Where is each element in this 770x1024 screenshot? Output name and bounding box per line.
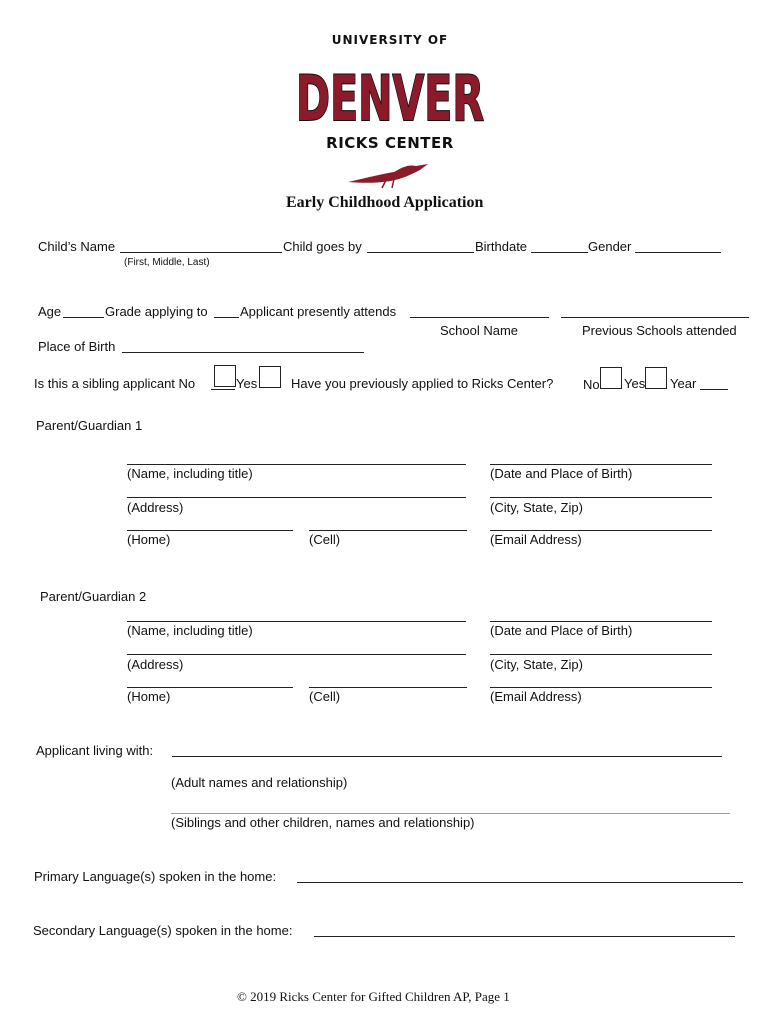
place-of-birth-label: Place of Birth — [38, 339, 116, 354]
parent1-dob-field[interactable] — [490, 464, 712, 465]
goes-by-label: Child goes by — [283, 239, 362, 254]
gender-field[interactable] — [635, 252, 721, 253]
parent2-email-field[interactable] — [490, 687, 712, 688]
goes-by-field[interactable] — [367, 252, 474, 253]
parent1-cell-label: (Cell) — [309, 532, 341, 547]
siblings-label: (Siblings and other children, names and relationship) — [171, 815, 475, 830]
primary-language-label: Primary Language(s) spoken in the home: — [34, 869, 277, 884]
secondary-language-field[interactable] — [314, 936, 735, 937]
applied-yes-checkbox[interactable] — [645, 367, 667, 389]
parent2-heading: Parent/Guardian 2 — [40, 589, 147, 604]
siblings-field[interactable] — [171, 813, 730, 814]
sibling-yes-checkbox[interactable] — [259, 366, 281, 388]
parent2-dob-field[interactable] — [490, 621, 712, 622]
parent1-email-label: (Email Address) — [490, 532, 582, 547]
secondary-language-label: Secondary Language(s) spoken in the home: — [33, 923, 293, 938]
primary-language-field[interactable] — [297, 882, 743, 883]
parent1-address-field[interactable] — [127, 497, 466, 498]
child-name-label: Child’s Name — [38, 239, 116, 254]
previous-schools-field[interactable] — [561, 317, 749, 318]
parent2-home-label: (Home) — [127, 689, 171, 704]
adults-label: (Adult names and relationship) — [171, 775, 348, 790]
parent1-home-field[interactable] — [127, 530, 293, 531]
parent1-name-label: (Name, including title) — [127, 466, 253, 481]
parent1-home-label: (Home) — [127, 532, 171, 547]
living-with-label: Applicant living with: — [36, 743, 154, 758]
adults-field[interactable] — [172, 756, 722, 757]
parent1-city-label: (City, State, Zip) — [490, 500, 583, 515]
parent1-name-field[interactable] — [127, 464, 466, 465]
sibling-question: Is this a sibling applicant No — [34, 376, 196, 391]
parent2-city-field[interactable] — [490, 654, 712, 655]
logo-main-text: DENVER — [296, 62, 484, 135]
parent2-name-label: (Name, including title) — [127, 623, 253, 638]
place-of-birth-field[interactable] — [122, 352, 364, 353]
year-field[interactable] — [700, 389, 728, 390]
parent1-cell-field[interactable] — [309, 530, 467, 531]
gender-label: Gender — [588, 239, 632, 254]
logo-top-text: UNIVERSITY OF — [331, 33, 449, 47]
parent1-email-field[interactable] — [490, 530, 712, 531]
applied-no-checkbox[interactable] — [600, 367, 622, 389]
year-label: Year — [670, 376, 697, 391]
school-name-field[interactable] — [410, 317, 549, 318]
birthdate-field[interactable] — [531, 252, 588, 253]
birthdate-label: Birthdate — [475, 239, 528, 254]
age-field[interactable] — [63, 317, 104, 318]
sibling-yes-label: Yes — [236, 376, 258, 391]
grade-label: Grade applying to — [105, 304, 208, 319]
form-title: Early Childhood Application — [286, 194, 484, 211]
parent2-dob-label: (Date and Place of Birth) — [490, 623, 633, 638]
previous-schools-label: Previous Schools attended — [582, 323, 737, 338]
applied-question: Have you previously applied to Ricks Center? — [291, 376, 554, 391]
parent1-city-field[interactable] — [490, 497, 712, 498]
age-label: Age — [38, 304, 62, 319]
school-name-label: School Name — [440, 323, 519, 338]
name-hint: (First, Middle, Last) — [124, 257, 210, 268]
parent2-cell-label: (Cell) — [309, 689, 341, 704]
parent2-email-label: (Email Address) — [490, 689, 582, 704]
parent2-name-field[interactable] — [127, 621, 466, 622]
parent1-address-label: (Address) — [127, 500, 184, 515]
parent1-dob-label: (Date and Place of Birth) — [490, 466, 633, 481]
sibling-underline — [211, 389, 235, 390]
logo-bottom-text: RICKS CENTER — [326, 134, 454, 152]
sibling-no-checkbox[interactable] — [214, 365, 236, 387]
roadrunner-icon — [346, 160, 430, 190]
logo-wordmark — [292, 50, 488, 135]
parent2-city-label: (City, State, Zip) — [490, 657, 583, 672]
footer-text: © 2019 Ricks Center for Gifted Children AP, Page 1 — [237, 989, 510, 1004]
parent2-cell-field[interactable] — [309, 687, 467, 688]
applied-no-label: No — [583, 377, 600, 392]
parent2-address-field[interactable] — [127, 654, 466, 655]
parent1-heading: Parent/Guardian 1 — [36, 418, 143, 433]
parent2-address-label: (Address) — [127, 657, 184, 672]
parent2-home-field[interactable] — [127, 687, 293, 688]
applied-yes-label: Yes — [624, 376, 646, 391]
attends-label: Applicant presently attends — [240, 304, 397, 319]
child-name-field[interactable] — [120, 252, 282, 253]
grade-field[interactable] — [214, 317, 239, 318]
